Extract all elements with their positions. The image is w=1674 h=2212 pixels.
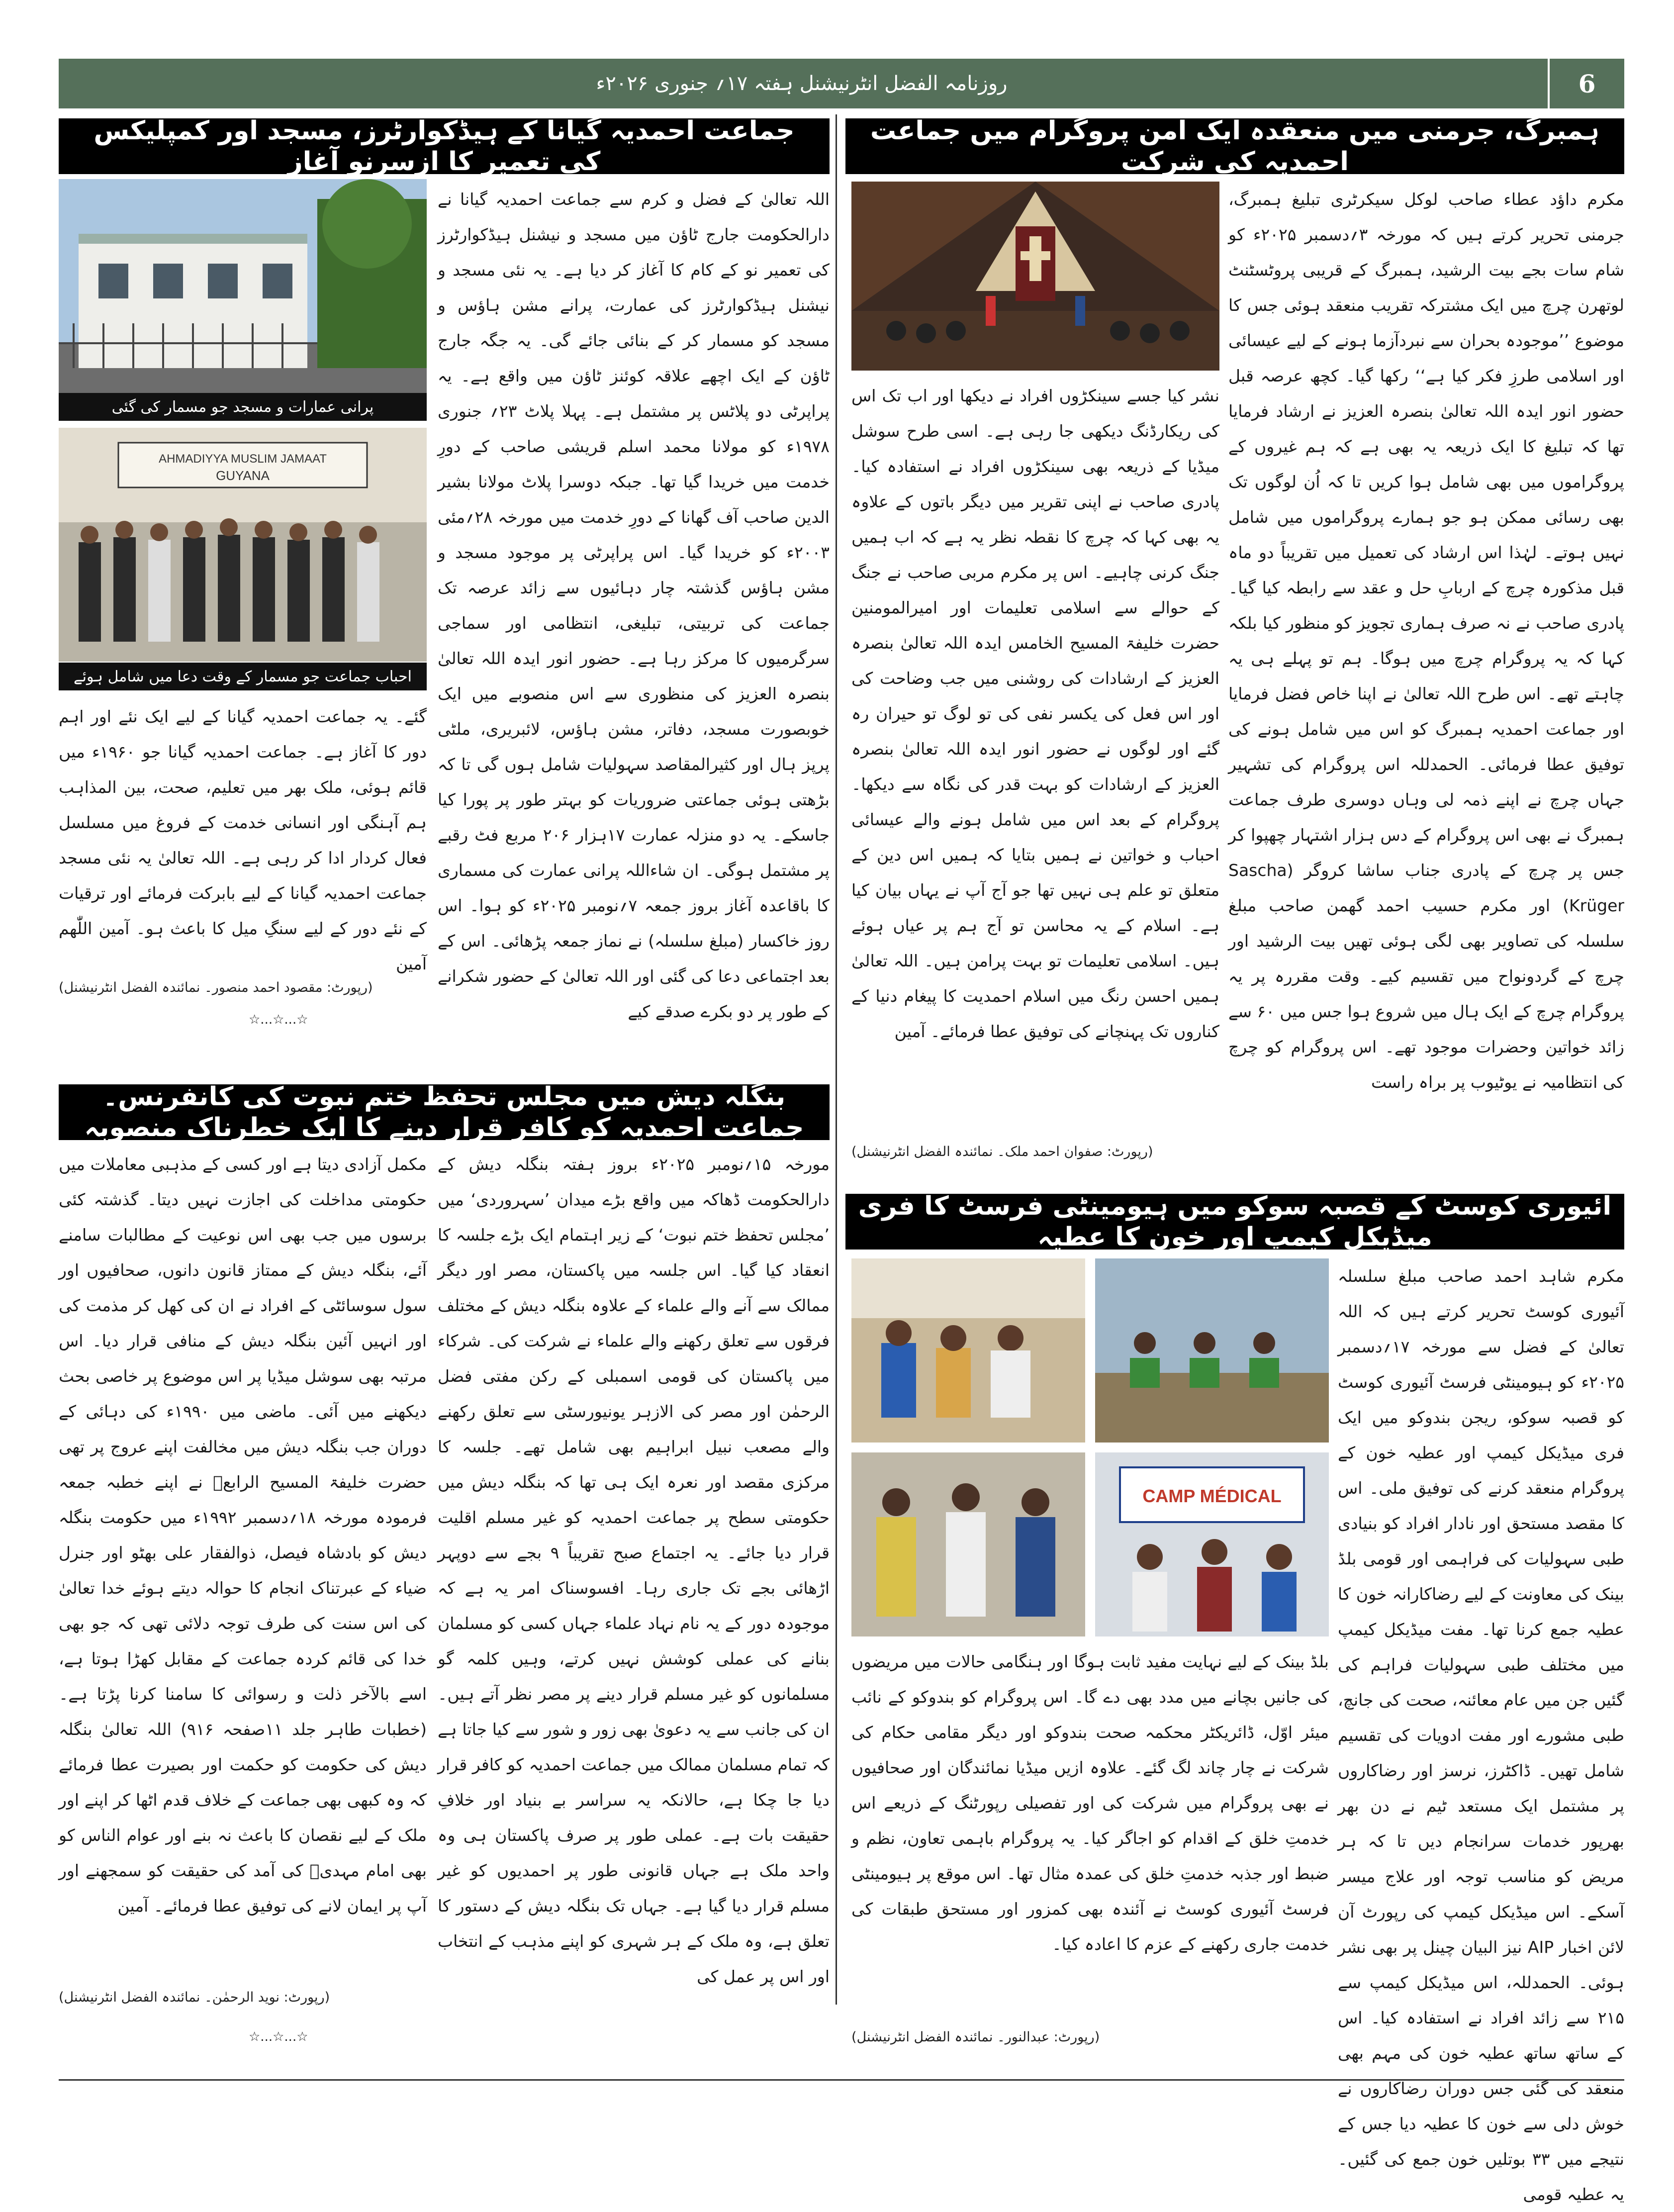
caption-old-building: پرانی عمارات و مسجد جو مسمار کی گئی	[59, 393, 427, 421]
bangladesh-text-left	[59, 1147, 427, 1987]
masthead: روزنامہ الفضل انٹرنیشنل ہفتہ ۱۷؍ جنوری ۲۰۲۶ء	[596, 72, 1008, 95]
ivorycoast-text-right	[1338, 1258, 1624, 2204]
bangladesh-text-right	[438, 1147, 830, 2062]
ivorycoast-paragraph-left: بلڈ بینک کے لیے نہایت مفید ثابت ہوگا اور ہنگامی حالات میں مریضوں کی جانیں بچانے میں مدد بھی دے گا۔ اس پروگرام کو بندوکو کے نائب میئر اوّل، ڈائریکٹر محکمہ صحت بندوکو اور دیگر مقامی حکام کی شرکت نے چار چاند لگ گئے۔ علاوہ ازیں میڈیا نمائندگان اور صحافیوں نے بھی پروگرام میں شرکت کی اور تفصیلی رپورٹنگ کے ذریعے اس خدمتِ خلق کے اقدام کو اجاگر کیا۔ یہ پروگرام باہمی تعاون، نظم و ضبط اور جذبہ خدمتِ خلق کی عمدہ مثال تھا۔ اس موقع پر ہیومینٹی فرسٹ آئیوری کوسٹ نے آئندہ بھی کمزور اور مستحق طبقات کی خدمت جاری رکھنے کے عزم کا اعادہ کیا۔	[851, 1652, 1329, 1954]
sign-line-1: AHMADIYYA MUSLIM JAMAAT	[159, 452, 327, 466]
bangladesh-paragraph-left: مکمل آزادی دیتا ہے اور کسی کے مذہبی معاملات میں حکومتی مداخلت کی اجازت نہیں دیتا۔ گذشتہ کئی برسوں میں جب بھی اس نوعیت کے مطالبات سامنے آئے، بنگلہ دیش کے ممتاز قانون دانوں، صحافیوں اور سول سوسائٹی کے افراد نے ان کی کھل کر مذمت کی اور انہیں آئین بنگلہ دیش کے منافی قرار دیا۔ اس مرتبہ بھی سوشل میڈیا پر اس موضوع پر خاصی بحث دیکھنے میں آئی۔ ماضی میں ۱۹۹۰ء کی دہائی کے دوران جب بنگلہ دیش میں مخالفت اپنے عروج پر تھی حضرت خلیفۃ المسیح الرابعؒ نے اپنے خطبہ جمعہ فرمودہ مورخہ ۱۸؍دسمبر ۱۹۹۲ء میں حکومت بنگلہ دیش کو بادشاہ فیصل، ذوالفقار علی بھٹو اور جنرل ضیاء کے عبرتناک انجام کا حوالہ دیتے ہوئے خدا تعالیٰ کی اس سنت کی طرف توجہ دلائی تھی کہ جو بھی خدا کی قائم کردہ جماعت کے مقابل کھڑا ہوتا ہے، اسے بالآخر ذلت و رسوائی کا سامنا کرنا پڑتا ہے۔ (خطبات طاہر جلد ۱۱صفحہ ۹۱۶) اللہ تعالیٰ بنگلہ دیش کی حکومت کو حکمت اور بصیرت عطا فرمائے کہ وہ کبھی بھی جماعت کے خلاف قدم اٹھا کر اپنے اور ملک کے لیے نقصان کا باعث نہ بنے اور عوام الناس کو بھی امام مہدیؑ کی آمد کی حقیقت کو سمجھنے اور آپ پر ایمان لانے کی توفیق عطا فرمائے۔ آمین	[59, 1154, 427, 1916]
guyana-separator: ☆...☆...☆	[249, 1012, 308, 1027]
ivorycoast-byline: (رپورٹ: عبدالنور۔ نمائندہ الفضل انٹرنیشنل)	[851, 2029, 1100, 2045]
guyana-byline: (رپورٹ: مقصود احمد منصور۔ نمائندہ الفضل انٹرنیشنل)	[59, 980, 373, 995]
page-number: 6	[1548, 59, 1624, 108]
ivorycoast-text-left	[851, 1644, 1329, 2022]
guyana-paragraph-right: اللہ تعالیٰ کے فضل و کرم سے جماعت احمدیہ گیانا نے دارالحکومت جارج ٹاؤن میں مسجد و نیشنل ہیڈکوارٹرز کی تعمیر نو کے کام کا آغاز کر دیا ہے۔ یہ نئی مسجد و نیشنل ہیڈکوارٹرز کی عمارت، پرانے مشن ہاؤس و مسجد کو مسمار کر کے بنائی جائے گی۔ یہ جگہ جارج ٹاؤن کے ایک اچھے علاقہ کوئنز ٹاؤن میں واقع ہے۔ یہ پراپرٹی دو پلاٹس پر مشتمل ہے۔ پہلا پلاٹ ۲۳؍ جنوری ۱۹۷۸ء کو مولانا محمد اسلم قریشی صاحب کے دورِ خدمت میں خریدا گیا تھا۔ جبکہ دوسرا پلاٹ مولانا بشیر الدین صاحب آف گھانا کے دورِ خدمت میں مورخہ ۲۸؍مئی ۲۰۰۳ء کو خریدا گیا۔ اس پراپرٹی پر موجود مسجد و مشن ہاؤس گذشتہ چار دہائیوں سے زائد عرصہ تک جماعت کی تربیتی، تبلیغی، انتظامی اور سماجی سرگرمیوں کا مرکز رہا ہے۔ حضور انور ایدہ اللہ تعالیٰ بنصرہ العزیز کی منظوری سے اس منصوبے میں ایک خوبصورت مسجد، دفاتر، مشن ہاؤس، لائبریری، ملٹی پرپز ہال اور کثیرالمقاصد سہولیات شامل ہوں گی تا کہ بڑھتی ہوئی جماعتی ضروریات کو بہتر طور پر پورا کیا جاسکے۔ یہ دو منزلہ عمارت ۱۷ہزار ۲۰۶ مربع فٹ رقبے پر مشتمل ہوگی۔ ان شاءاللہ پرانی عمارت کی مسماری کا باقاعدہ آغاز بروز جمعہ ۷؍نومبر ۲۰۲۵ء کو ہوا۔ اس روز خاکسار (مبلغ سلسلہ) نے نماز جمعہ پڑھائی۔ اس کے بعد اجتماعی دعا کی گئی اور اللہ تعالیٰ کے حضور شکرانے کے طور پر دو بکرے صدقے کیے	[438, 190, 830, 1021]
ivorycoast-paragraph-right: مکرم شاہد احمد صاحب مبلغ سلسلہ آئیوری کوسٹ تحریر کرتے ہیں کہ اللہ تعالیٰ کے فضل سے مورخہ ۱۷؍دسمبر ۲۰۲۵ء کو ہیومینٹی فرسٹ آئیوری کوسٹ کو قصبہ سوکو، ریجن بندوکو میں ایک فری میڈیکل کیمپ اور عطیہ خون کے پروگرام منعقد کرنے کی توفیق ملی۔ اس کا مقصد مستحق اور نادار افراد کو بنیادی طبی سہولیات کی فراہمی اور قومی بلڈ بینک کی معاونت کے لیے رضاکارانہ خون کا عطیہ جمع کرنا تھا۔ مفت میڈیکل کیمپ میں مختلف طبی سہولیات فراہم کی گئیں جن میں عام معائنہ، صحت کی جانچ، طبی مشورے اور مفت ادویات کی تقسیم شامل تھیں۔ ڈاکٹرز، نرسز اور رضاکاروں پر مشتمل ایک مستعد ٹیم نے دن بھر بھرپور خدمات سرانجام دیں تا کہ ہر مریض کو مناسب توجہ اور علاج میسر آسکے۔ اس میڈیکل کیمپ کی رپورٹ آن لائن اخبار AIP نیز البیان چینل پر بھی نشر ہوئی۔ الحمدللہ، اس میڈیکل کیمپ سے ۲۱۵ سے زائد افراد نے استفادہ کیا۔ اس کے ساتھ ساتھ عطیہ خون کی مہم بھی منعقد کی گئی جس دوران رضاکاروں نے خوش دلی سے خون کا عطیہ دیا جس کے نتیجے میں ۳۳ بوتلیں خون جمع کی گئیں۔ یہ عطیہ قومی	[1338, 1266, 1624, 2204]
medical-camp-collage	[851, 1258, 1329, 1636]
headline-bangladesh: بنگلہ دیش میں مجلس تحفظ ختم نبوت کی کانفرنس۔ جماعت احمدیہ کو کافر قرار دینے کا ایک خطرناک منصوبہ	[59, 1084, 830, 1140]
bangladesh-byline: (رپورٹ: نوید الرحمٰن۔ نمائندہ الفضل انٹرنیشنل)	[59, 1990, 330, 2005]
group-photo	[59, 428, 427, 662]
guyana-paragraph-left: گئے۔ یہ جماعت احمدیہ گیانا کے لیے ایک نئے اور اہم دور کا آغاز ہے۔ جماعت احمدیہ گیانا جو ۱۹۶۰ء میں قائم ہوئی، ملک بھر میں تعلیم، صحت، بین المذاہب ہم آہنگی اور انسانی خدمت کے فروغ میں مسلسل فعال کردار ادا کر رہی ہے۔ اللہ تعالیٰ یہ نئی مسجد جماعت احمدیہ گیانا کے لیے بابرکت فرمائے اور ترقیات کے نئے دور کے لیے سنگِ میل کا باعث ہو۔ آمین اللّٰھم آمین	[59, 707, 427, 973]
headline-guyana: جماعت احمدیہ گیانا کے ہیڈکوارٹرز، مسجد اور کمپلیکس کی تعمیر کا ازسرِنو آغاز	[59, 118, 830, 174]
camp-banner-text: CAMP MÉDICAL	[1142, 1486, 1282, 1506]
sign-line-2: GUYANA	[216, 468, 270, 483]
guyana-text-right	[438, 182, 830, 1067]
headline-ivorycoast: آئیوری کوسٹ کے قصبہ سوکو میں ہیومینٹی فرسٹ کا فری میڈیکل کیمپ اور خون کا عطیہ	[845, 1194, 1624, 1250]
old-building-photo	[59, 179, 427, 413]
hamburg-text-right	[1228, 182, 1624, 1176]
bangladesh-paragraph-right: مورخہ ۱۵؍نومبر ۲۰۲۵ء بروز ہفتہ بنگلہ دیش کے دارالحکومت ڈھاکہ میں واقع بڑے میدان ’سہروردی‘ میں ’مجلس تحفظ ختم نبوت‘ کے زیر اہتمام ایک بڑے جلسہ کا انعقاد کیا گیا۔ اس جلسہ میں پاکستان، مصر اور دیگر ممالک سے آنے والے علماء کے علاوہ بنگلہ دیش کے مختلف فرقوں سے تعلق رکھنے والے علماء نے شرکت کی۔ شرکاء میں پاکستان کی قومی اسمبلی کے رکن مفتی فضل الرحمٰن اور مصر کی الازہر یونیورسٹی سے تعلق رکھنے والے مصعب نبیل ابراہیم بھی شامل تھے۔ جلسہ کا مرکزی مقصد اور نعرہ ایک ہی تھا کہ بنگلہ دیش میں حکومتی سطح پر جماعت احمدیہ کو غیر مسلم اقلیت قرار دیا جائے۔ یہ اجتماع صبح تقریباً ۹ بجے سے دوپہر اڑھائی بجے تک جاری رہا۔ افسوسناک امر یہ ہے کہ موجودہ دور کے یہ نام نہاد علماء جہاں کسی کو مسلمان بنانے کی عملی کوشش نہیں کرتے، وہیں کلمہ گو مسلمانوں کو غیر مسلم قرار دینے پر مصر نظر آتے ہیں۔ ان کی جانب سے یہ دعویٰ بھی زور و شور سے کیا جاتا ہے کہ تمام مسلمان ممالک میں جماعت احمدیہ کو کافر قرار دیا جا چکا ہے، حالانکہ یہ سراسر بے بنیاد اور خلافِ حقیقت بات ہے۔ عملی طور پر صرف پاکستان ہی وہ واحد ملک ہے جہاں قانونی طور پر احمدیوں کو غیر مسلم قرار دیا گیا ہے۔ جہاں تک بنگلہ دیش کے دستور کا تعلق ہے، وہ ملک کے ہر شہری کو اپنے مذہب کے انتخاب اور اس پر عمل کی	[438, 1154, 830, 1986]
hamburg-byline: (رپورٹ: صفوان احمد ملک۔ نمائندہ الفضل انٹرنیشنل)	[851, 1144, 1153, 1159]
headline-hamburg: ہمبرگ، جرمنی میں منعقدہ ایک امن پروگرام میں جماعت احمدیہ کی شرکت	[845, 118, 1624, 174]
column-divider	[836, 114, 837, 2005]
hamburg-paragraph-left: نشر کیا جسے سینکڑوں افراد نے دیکھا اور اب تک اس کی ریکارڈنگ دیکھی جا رہی ہے۔ اسی طرح سوشل میڈیا کے ذریعہ بھی سینکڑوں افراد نے استفادہ کیا۔ پادری صاحب نے اپنی تقریر میں دیگر باتوں کے علاوہ یہ بھی کہا کہ چرچ کا نقطہ نظر یہ ہے کہ اب ہمیں جنگ کرنی چاہیے۔ اس پر مکرم مربی صاحب نے جنگ کے حوالے سے اسلامی تعلیمات اور امیرالمومنین حضرت خلیفۃ المسیح الخامس ایدہ اللہ تعالیٰ بنصرہ العزیز کے ارشادات کی روشنی میں جب وضاحت کی اور اس فعل کی یکسر نفی کی تو لوگ تو حیران رہ گئے اور لوگوں نے حضور انور ایدہ اللہ تعالیٰ بنصرہ العزیز کے ارشادات کو بہت قدر کی نگاہ سے دیکھا۔ پروگرام کے بعد اس میں شامل ہونے والے عیسائی احباب و خواتین نے ہمیں بتایا کہ ہمیں اس دین کے متعلق تو علم ہی نہیں تھا جو آج آپ نے یہاں بیان کیا ہے۔ اسلام کے یہ محاسن تو آج ہم پر عیاں ہوئے ہیں۔ اسلامی تعلیمات تو بہت پرامن ہیں۔ اللہ تعالیٰ ہمیں احسن رنگ میں اسلام احمدیت کا پیغام دنیا کے کناروں تک پہنچانے کی توفیق عطا فرمائے۔ آمین	[851, 386, 1219, 1041]
bangladesh-separator: ☆...☆...☆	[249, 2029, 308, 2044]
hamburg-paragraph-right: مکرم داؤد عطاء صاحب لوکل سیکرٹری تبلیغ ہمبرگ، جرمنی تحریر کرتے ہیں کہ مورخہ ۳؍دسمبر ۲۰۲۵ء کو شام سات بجے بیت الرشید، ہمبرگ کے قریبی پروٹسٹنٹ لوتھرن چرچ میں ایک مشترکہ تقریب منعقد ہوئی جس کا موضوع ’’موجودہ بحران سے نبردآزما ہونے کے لیے عیسائی اور اسلامی طرزِ فکر کیا ہے‘‘ رکھا گیا۔ کچھ عرصہ قبل حضور انور ایدہ اللہ تعالیٰ بنصرہ العزیز نے ارشاد فرمایا تھا کہ تبلیغ کا ایک ذریعہ یہ بھی ہے کہ ہم غیروں کے پروگراموں میں بھی شامل ہوا کریں تا کہ اُن لوگوں تک بھی رسائی ممکن ہو جو ہمارے پروگراموں میں شامل نہیں ہوتے۔ لہٰذا اس ارشاد کی تعمیل میں تقریباً دو ماہ قبل مذکورہ چرچ کے اربابِ حل و عقد سے رابطہ کیا گیا۔ پادری صاحب نے نہ صرف ہماری تجویز کو منظور کیا بلکہ کہا کہ یہ پروگرام چرچ میں ہوگا۔ ہم تو پہلے ہی یہ چاہتے تھے۔ اس طرح اللہ تعالیٰ نے اپنا خاص فضل فرمایا اور جماعت احمدیہ ہمبرگ کو اس میں شامل ہونے کی توفیق عطا فرمائی۔ الحمدللہ اس پروگرام کی تشہیر جہاں چرچ نے اپنے ذمہ لی وہاں دوسری طرف جماعت ہمبرگ نے بھی اس پروگرام کے دس ہزار اشتہار چھپوا کر جس پر چرچ کے پادری جناب ساشا کروگر (Sascha Krüger) اور مکرم حسیب احمد گھمن صاحب مبلغ سلسلہ کی تصاویر بھی لگی ہوئی تھیں بیت الرشید اور چرچ کے گردونواح میں تقسیم کیے۔ وقت مقررہ پر یہ پروگرام چرچ کے ایک ہال میں شروع ہوا جس میں ۶۰ سے زائد خواتین وحضرات موجود تھے۔ اس پروگرام کو چرچ کی انتظامیہ نے یوٹیوب پر براہ راست	[1228, 190, 1624, 1092]
hamburg-text-left	[851, 378, 1219, 1144]
caption-group: احباب جماعت جو مسمار کے وقت دعا میں شامل ہوئے	[59, 663, 427, 690]
top-bar	[59, 59, 1624, 108]
church-photo	[851, 182, 1219, 371]
guyana-text-left	[59, 699, 427, 977]
